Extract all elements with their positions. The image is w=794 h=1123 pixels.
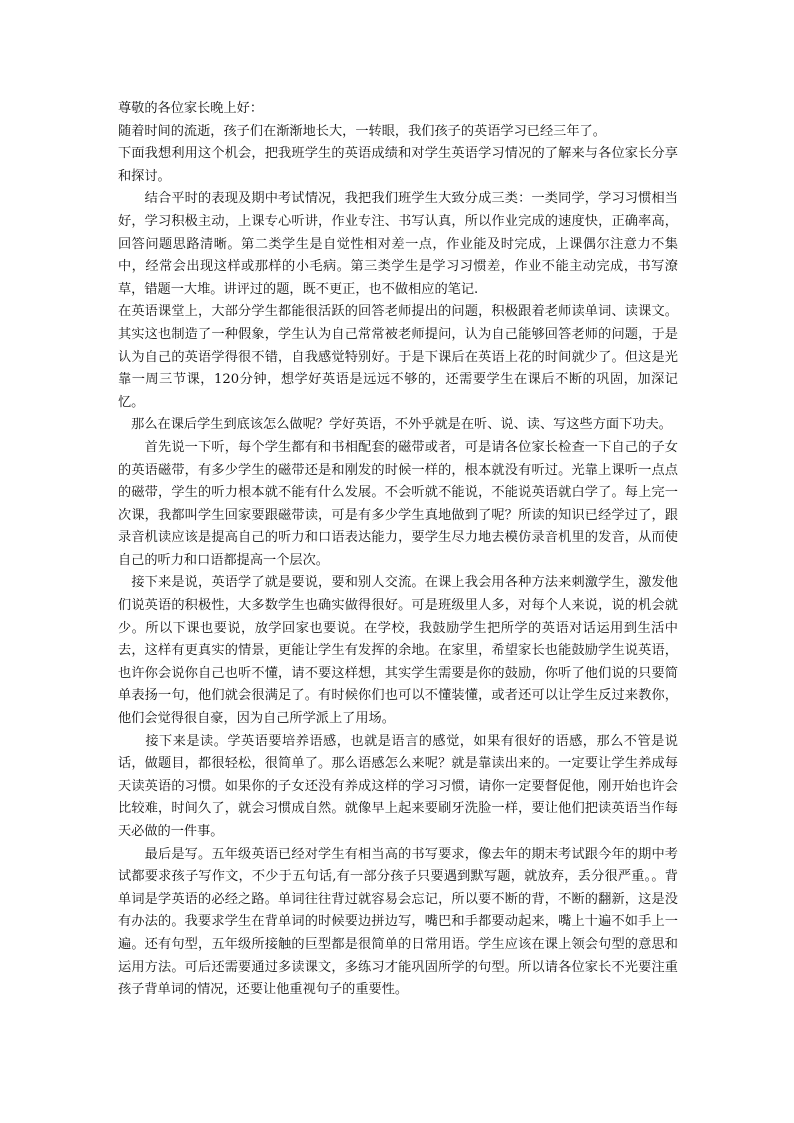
classroom-paragraph: 在英语课堂上，大部分学生都能很活跃的回答老师提出的问题，积极跟着老师读单词、读课文。其实这也制造了一种假象，学生认为自己常常被老师提问，认为自己能够回答老师的问题，于是认为自己的英语学得很不错，自我感觉特别好。于是下课后在英语上花的时间就少了。但这是光靠一周三节课，120分钟，想学好英语是远远不够的，还需要学生在课后不断的巩固，加深记忆。	[118, 304, 678, 410]
speaking-paragraph: 接下来是说，英语学了就是要说，要和别人交流。在课上我会用各种方法来刺激学生，激发他们说英语的积极性，大多数学生也确实做得很好。可是班级里人多，对每个人来说，说的机会就少。所以下课也要说，放学回家也要说。在学校，我鼓励学生把所学的英语对话运用到生活中去，这样有更真实的情景，更能让学生有发挥的余地。在家里，希望家长也能鼓励学生说英语，也许你会说你自己也听不懂，请不要这样想，其实学生需要是你的鼓励，你听了他们说的只要简单表扬一句，他们就会很满足了。有时候你们也可以不懂装懂，或者还可以让学生反过来教你，他们会觉得很自豪，因为自己所学派上了用场。	[118, 575, 678, 727]
after-class-paragraph: 那么在课后学生到底该怎么做呢？学好英语，不外乎就是在听、说、读、写这些方面下功夫。	[118, 417, 672, 433]
student-categories-paragraph: 结合平时的表现及期中考试情况，我把我们班学生大致分成三类：一类同学，学习习惯相当好，学习积极主动，上课专心听讲，作业专注、书写认真，所以作业完成的速度快，正确率高，回答问题思路清晰。第二类学生是自觉性相对差一点，作业能及时完成，上课偶尔注意力不集中，经常会出现这样或那样的小毛病。第三类学生是学习习惯差，作业不能主动完成，书写潦草，错题一大堆。讲评过的题，既不更正，也不做相应的笔记.	[118, 191, 678, 297]
intro-paragraph: 随着时间的流逝，孩子们在渐渐地长大，一转眼，我们孩子的英语学习已经三年了。	[118, 123, 606, 139]
greeting: 尊敬的各位家长晚上好：	[118, 101, 264, 116]
letter-document	[118, 98, 678, 1002]
listening-paragraph: 首先说一下听，每个学生都有和书相配套的磁带或者，可是请各位家长检查一下自己的子女的英语磁带，有多少学生的磁带还是和刚发的时候一样的，根本就没有听过。光靠上课听一点点的磁带，学生的听力根本就不能有什么发展。不会听就不能说，不能说英语就白学了。每上完一次课，我都叫学生回家要跟磁带读，可是有多少学生真地做到了呢？所读的知识已经学过了，跟录音机读应该是提高自己的听力和口语表达能力，要学生尽力地去模仿录音机里的发音，从而使自己的听力和口语都提高一个层次。	[118, 439, 678, 568]
purpose-paragraph: 下面我想利用这个机会，把我班学生的英语成绩和对学生英语学习情况的了解来与各位家长分享和探讨。	[118, 146, 678, 184]
reading-paragraph: 接下来是读。学英语要培养语感，也就是语言的感觉，如果有很好的语感，那么不管是说话，做题目，都很轻松，很简单了。那么语感怎么来呢？就是靠读出来的。一定要让学生养成每天读英语的习惯。如果你的子女还没有养成这样的学习习惯，请你一定要督促他，刚开始也许会比较难，时间久了，就会习惯成自然。就像早上起来要刷牙洗脸一样，要让他们把读英语当作每天必做的一件事。	[118, 733, 678, 839]
writing-paragraph: 最后是写。五年级英语已经对学生有相当高的书写要求，像去年的期末考试跟今年的期中考试都要求孩子写作文，不少于五句话,有一部分孩子只要遇到默写题，就放弃，丢分很严重。。背单词是学英语的必经之路。单词往往背过就容易会忘记，所以要不断的背，不断的翻新，这是没有办法的。我要求学生在背单词的时候要边拼边写，嘴巴和手都要动起来，嘴上十遍不如手上一遍。还有句型，五年级所接触的巨型都是很简单的日常用语。学生应该在课上领会句型的意思和运用方法。可后还需要通过多读课文，多练习才能巩固所学的句型。所以请各位家长不光要注重孩子背单词的情况，还要让他重视句子的重要性。	[118, 846, 678, 998]
